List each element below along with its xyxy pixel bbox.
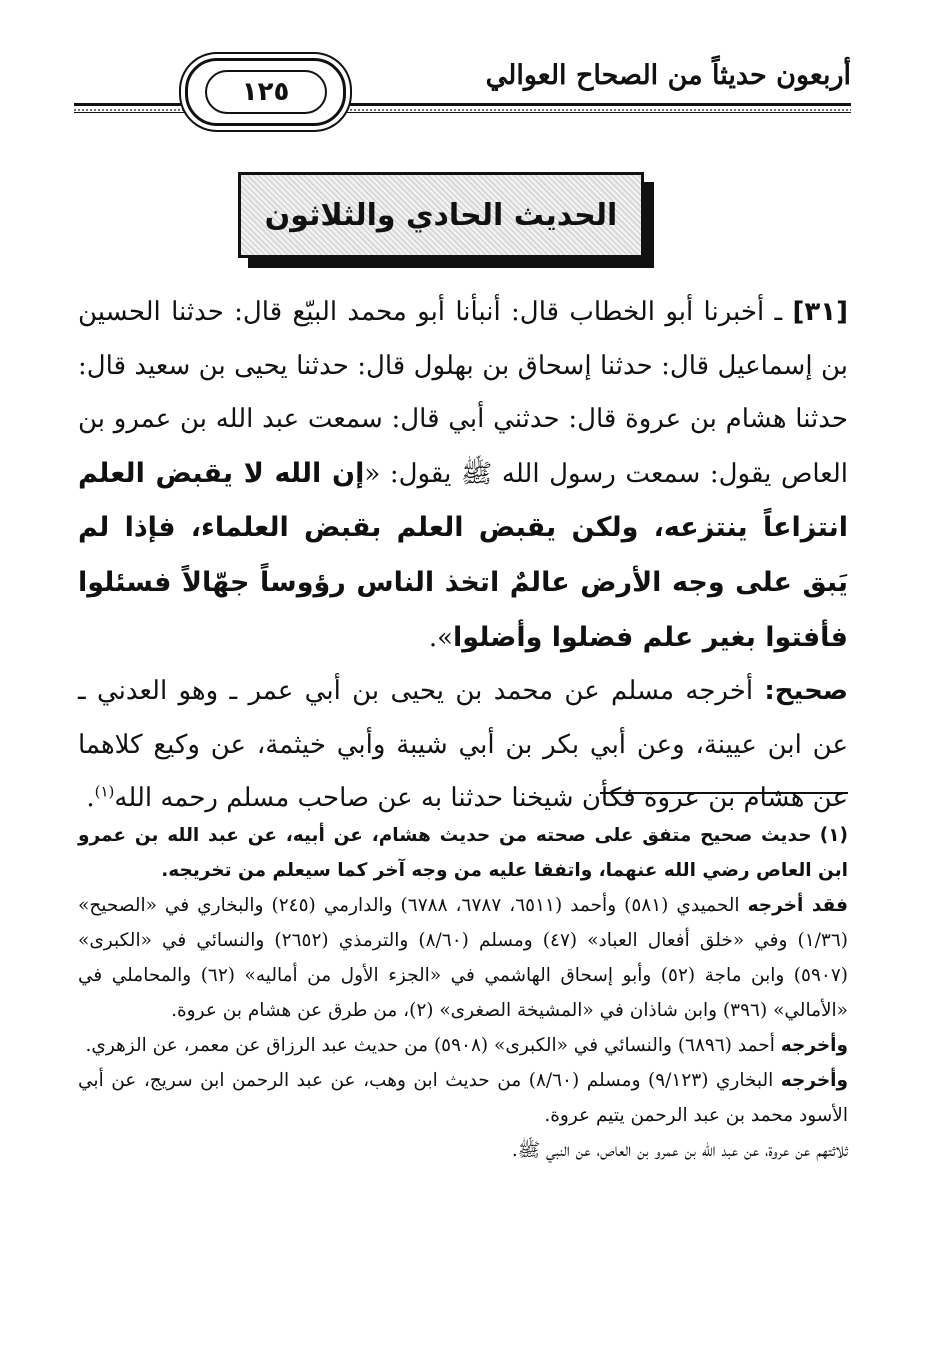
footnote-p3-text: أحمد (٦٨٩٦) والنسائي في «الكبرى» (٥٩٠٨) من حديث عبد الرزاق عن معمر، عن الزهري. [85, 1035, 781, 1056]
hadith-body [78, 286, 848, 826]
footnote-p4-lead: وأخرجه [780, 1070, 848, 1091]
grade-text: أخرجه مسلم عن محمد بن يحيى بن أبي عمر ـ وهو العدني ـ عن ابن عيينة، وعن أبي بكر بن أبي شيبة وأبي خيثمة، عن وكيع كلاهما عن هشام بن عروة فكأن شيخنا حدثنا به عن صاحب مسلم رحمه الله [78, 676, 848, 814]
hadith-matn: إن الله لا يقبض العلم انتزاعاً ينتزعه، ولكن يقبض العلم بقبض العلماء، فإذا لم يَبق على وجه الأرض عالمٌ اتخذ الناس رؤوساً جهّالاً فسئلوا فأفتوا بغير علم فضلوا وأضلوا [78, 457, 848, 653]
footnote-p2-text: الحميدي (٥٨١) وأحمد (٦٥١١، ٦٧٨٧، ٦٧٨٨) والدارمي (٢٤٥) والبخاري في «الصحيح» (١/٣٦) وفي «خلق أفعال العباد» (٤٧) ومسلم (٨/٦٠) والترمذي (٢٦٥٢) والنسائي في «الكبرى» (٥٩٠٧) وابن ماجة (٥٢) وأبو إسحاق الهاشمي في «الجزء الأول من أماليه» (٦٢) والمحاملي في «الأمالي» (٣٩٦) وابن شاذان في «المشيخة الصغرى» (٢)، من طرق عن هشام بن عروة. [78, 895, 848, 1021]
hadith-paragraph [78, 286, 848, 665]
hadith-number: [٣١] [792, 297, 848, 327]
footnote-1-text: حديث صحيح متفق على صحته من حديث هشام، عن أبيه، عن عبد الله بن عمرو ابن العاص رضي الله عنهما، واتفقا عليه من وجه آخر كما سيعلم من تخريجه. [78, 825, 848, 881]
footnote-separator [600, 792, 848, 794]
hadith-isnad: أخبرنا أبو الخطاب قال: أنبأنا أبو محمد البيّع قال: حدثنا الحسين بن إسماعيل قال: حدثنا إسحاق بن بهلول قال: حدثنا يحيى بن سعيد قال: حدثنا هشام بن عروة قال: حدثني أبي قال: سمعت عبد الله بن عمرو بن العاص يقول: سمعت رسول الله ﷺ يقول: « [78, 297, 848, 489]
page-number: ١٢٥ [205, 70, 327, 114]
footnote-paragraph-4 [78, 1063, 848, 1133]
hadith-matn-end: ». [428, 622, 454, 653]
hadith-dash: ـ [764, 297, 793, 327]
footnotes [78, 818, 848, 1168]
footnote-p2-lead: فقد أخرجه [747, 895, 848, 916]
grade-end: . [86, 783, 95, 814]
chapter-title: الحديث الحادي والثلاثون [264, 197, 618, 233]
footnote-paragraph-3 [78, 1028, 848, 1063]
footnote-paragraph-2 [78, 888, 848, 1028]
running-title: أربعون حديثاً من الصحاح العوالي [485, 60, 851, 91]
footnote-p4-text: البخاري (٩/١٢٣) ومسلم (٨/٦٠) من حديث ابن وهب، عن عبد الرحمن ابن سريج، عن أبي الأسود محمد بن عبد الرحمن يتيم عروة. [78, 1070, 848, 1126]
page-number-badge [185, 58, 346, 126]
grade-paragraph [78, 665, 848, 826]
footnote-ref: (١) [94, 782, 115, 801]
grade-label: صحيح: [764, 676, 848, 707]
footnote-p3-lead: وأخرجه [780, 1035, 848, 1056]
footnote-1 [78, 818, 848, 888]
footnote-1-marker: (١) [819, 825, 848, 846]
chapter-title-box [238, 172, 644, 258]
footnote-paragraph-5 [78, 1133, 848, 1168]
footnote-p5-text: ثلاثتهم عن عروة، عن عبد الله بن عمرو بن العاص، عن النبي ﷺ. [511, 1140, 848, 1161]
